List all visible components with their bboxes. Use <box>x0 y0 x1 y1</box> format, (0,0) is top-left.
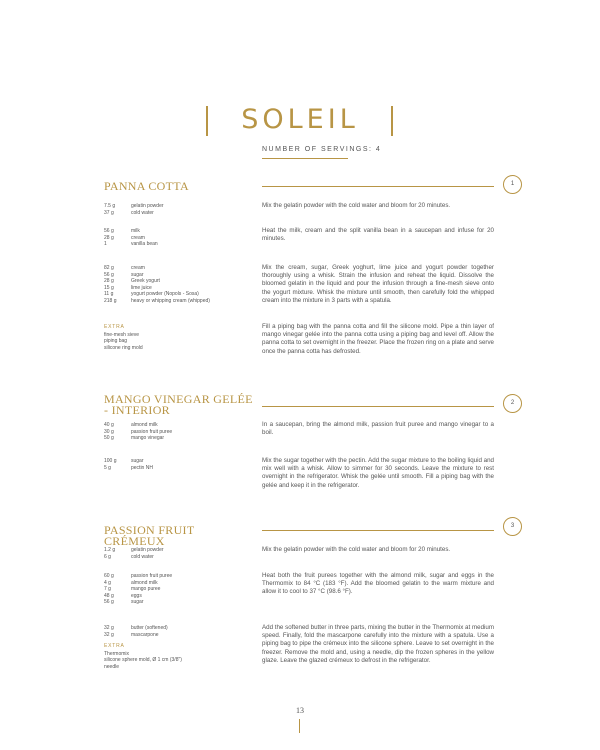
ingredient-qty: 28 g <box>104 278 114 285</box>
ingredient-qty: 32 g <box>104 625 114 631</box>
ingredient-row <box>104 285 210 292</box>
ingredient-row <box>104 586 172 593</box>
page-number: 13 <box>296 706 304 715</box>
section-title-panna-cotta: PANNA COTTA <box>104 179 189 193</box>
ingredient-row <box>104 593 172 600</box>
instruction-text: Mix the gelatin powder with the cold water and bloom for 20 minutes. <box>262 202 451 209</box>
ingredient-row <box>104 625 182 632</box>
ingredient-name: passion fruit puree <box>131 428 173 435</box>
ingredient-qty: 50 g <box>104 435 114 442</box>
ingredient-name: lime juice <box>131 284 152 291</box>
ingredient-row <box>104 291 210 298</box>
servings-label: NUMBER OF SERVINGS: 4 <box>262 146 382 153</box>
ingredient-group <box>104 458 153 471</box>
extra-item: Thermomix <box>104 650 130 657</box>
ingredient-row <box>104 210 164 217</box>
ingredient-qty: 5 g <box>104 464 111 471</box>
step-number-badge: 1 <box>503 175 522 194</box>
step-number-badge: 2 <box>503 394 522 413</box>
ingredient-qty: 6 g <box>104 553 111 560</box>
instruction-text: Heat both the fruit purees together with the almond milk, sugar and eggs in the Thermomix to 84 °C (183 °F). Add the bloomed gelatin to the warm mixture and allow it to cool to 37 °C (98.6 °F). <box>262 572 494 596</box>
extra-item: piping bag <box>104 338 128 345</box>
instruction-text: Heat the milk, cream and the split vanilla bean in a saucepan and infuse for 20 minutes. <box>262 227 494 243</box>
ingredient-name: passion fruit puree <box>131 573 173 579</box>
section-rule <box>262 186 494 187</box>
ingredient-qty: 40 g <box>104 422 114 428</box>
ingredient-row <box>104 435 172 442</box>
title-block <box>0 102 600 142</box>
ingredient-name: eggs <box>131 592 142 599</box>
recipe-title: SOLEIL <box>241 104 359 135</box>
ingredient-name: mango puree <box>131 586 161 593</box>
instruction-text: Mix the cream, sugar, Greek yoghurt, lime juice and yogurt powder together thoroughly using a whisk. Strain the infusion and reheat the liquid. Dissolve the bloomed gelatin in the liquid and pour the infusion through a fine-mesh sieve onto the yogurt mixture. Whisk the mixture until smooth, then carefully fold the whipped cream into the mixture in 3 parts with a spatula. <box>262 264 494 304</box>
ingredient-row <box>104 458 153 465</box>
ingredient-group <box>104 547 164 560</box>
ingredient-name: mango vinegar <box>131 435 165 442</box>
ingredient-row <box>104 272 210 279</box>
ingredient-name: gelatin powder <box>131 203 164 209</box>
instruction-text: Fill a piping bag with the panna cotta and fill the silicone mold. Pipe a thin layer of mango vinegar gelée into the panna cotta using a piping bag and level off. Allow the panna cotta to set overnight in the freezer. Place the frozen ring on a plate and serve once the panna cotta has defrosted. <box>262 323 494 355</box>
ingredient-name: butter (softened) <box>131 625 168 631</box>
ingredient-qty: 7.5 g <box>104 203 116 209</box>
ingredient-qty: 56 g <box>104 228 114 234</box>
ingredient-row <box>104 573 172 580</box>
ingredient-row <box>104 241 158 248</box>
ingredient-qty: 7 g <box>104 586 111 593</box>
ingredient-qty: 11 g <box>104 291 114 298</box>
extra-item: silicone ring mold <box>104 344 143 351</box>
ingredient-name: heavy or whipping cream (whipped) <box>131 297 210 304</box>
ingredient-name: pectin NH <box>131 464 153 471</box>
ingredient-row <box>104 228 158 235</box>
ingredient-row <box>104 265 210 272</box>
ingredient-name: cream <box>131 234 145 241</box>
ingredient-qty: 100 g <box>104 458 117 464</box>
ingredient-qty: 56 g <box>104 599 114 606</box>
ingredient-name: cold water <box>131 553 154 560</box>
ingredient-row <box>104 422 172 429</box>
ingredient-group <box>104 625 182 671</box>
ingredient-name: yogurt powder (Nopols - Sosa) <box>131 291 199 298</box>
ingredient-name: mascarpone <box>131 631 159 638</box>
section-title-passion-cremeux: PASSION FRUIT CRÉMEUX <box>104 523 195 548</box>
ingredient-row <box>104 278 210 285</box>
ingredient-row <box>104 632 182 639</box>
ingredient-name: sugar <box>131 458 144 464</box>
ingredient-name: almond milk <box>131 579 158 586</box>
ingredient-group <box>104 228 158 248</box>
extra-group <box>104 324 143 351</box>
ingredient-name: milk <box>131 228 140 234</box>
ingredient-row <box>104 547 164 554</box>
ingredient-row <box>104 465 153 472</box>
ingredient-name: cream <box>131 265 145 271</box>
ingredient-qty: 1 <box>104 241 107 248</box>
page-number-tick <box>299 719 300 733</box>
section-rule <box>262 530 494 531</box>
section-rule <box>262 406 494 407</box>
extra-label: EXTRA <box>104 643 125 650</box>
ingredient-name: almond milk <box>131 422 158 428</box>
ingredient-qty: 4 g <box>104 579 111 586</box>
ingredient-group <box>104 422 172 442</box>
ingredient-qty: 56 g <box>104 271 114 278</box>
ingredient-row <box>104 580 172 587</box>
ingredient-name: sugar <box>131 271 144 278</box>
ingredient-name: sugar <box>131 599 144 606</box>
ingredient-group <box>104 265 210 305</box>
ingredient-row <box>104 298 210 305</box>
ingredient-name: Greek yogurt <box>131 278 160 285</box>
ingredient-qty: 82 g <box>104 265 114 271</box>
ingredient-qty: 37 g <box>104 209 114 216</box>
ingredient-qty: 48 g <box>104 592 114 599</box>
ingredient-qty: 28 g <box>104 234 114 241</box>
ingredient-row <box>104 203 164 210</box>
ingredient-name: cold water <box>131 209 154 216</box>
ingredient-qty: 30 g <box>104 428 114 435</box>
ingredient-row <box>104 235 158 242</box>
ingredient-qty: 32 g <box>104 631 114 638</box>
instruction-text: Mix the sugar together with the pectin. Add the sugar mixture to the boiling liquid and mix well with a whisk. Allow to simmer for 30 seconds. Leave the mixture to rest overnight in the refrigerator. Whisk the gelée until smooth. Fill a piping bag with the gelée and keep it in the refrigerator. <box>262 457 494 489</box>
ingredient-row <box>104 554 164 561</box>
step-number-badge: 3 <box>503 517 522 536</box>
extra-item: fine-mesh sieve <box>104 331 140 338</box>
extra-item: needle <box>104 663 120 670</box>
extra-item: silicone sphere mold, Ø 1 cm (3/8") <box>104 657 182 664</box>
ingredient-qty: 1.2 g <box>104 547 116 553</box>
ingredient-qty: 15 g <box>104 284 114 291</box>
ingredient-group <box>104 573 172 606</box>
instruction-text: In a saucepan, bring the almond milk, passion fruit puree and mango vinegar to a boil. <box>262 421 494 437</box>
servings-underline <box>262 158 348 159</box>
ingredient-qty: 60 g <box>104 573 114 579</box>
instruction-text: Add the softened butter in three parts, mixing the butter in the Thermomix at medium speed. Finally, fold the mascarpone carefully into the mixture with a spatula. Use a piping bag to pipe the crémeux into the silicone sphere. Leave to set overnight in the freezer. Remove the mold and, using a needle, dip the frozen spheres in the yellow glaze. Leave the glazed crémeux to defrost in the refrigerator. <box>262 624 494 664</box>
ingredient-qty: 218 g <box>104 297 117 304</box>
extra-label: EXTRA <box>104 324 125 330</box>
ingredient-name: vanilla bean <box>131 241 158 248</box>
ingredient-group <box>104 203 164 216</box>
title-right-bar <box>391 106 393 136</box>
ingredient-name: gelatin powder <box>131 547 164 553</box>
ingredient-row <box>104 429 172 436</box>
section-title-mango-gelee: MANGO VINEGAR GELÉE - INTERIOR <box>104 392 253 417</box>
instruction-text: Mix the gelatin powder with the cold water and bloom for 20 minutes. <box>262 546 451 553</box>
ingredient-row <box>104 599 172 606</box>
